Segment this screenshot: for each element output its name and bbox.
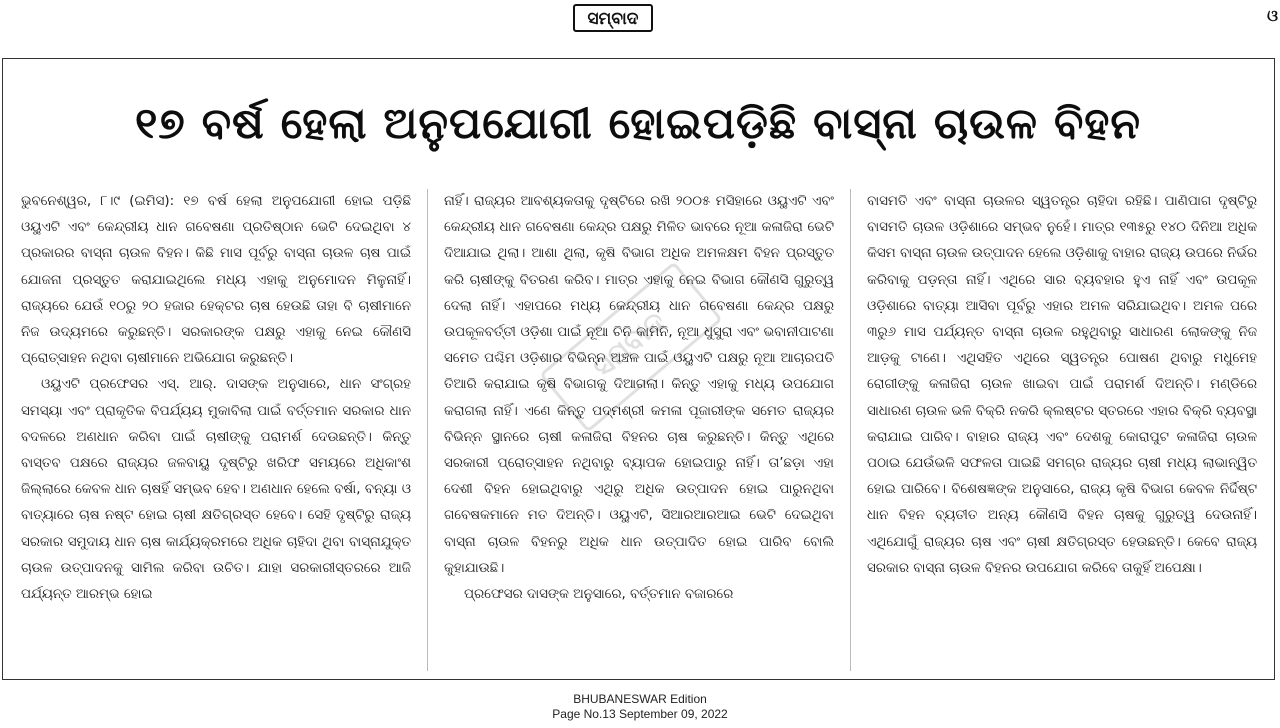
masthead [0, 0, 1280, 42]
article-column-3 [867, 189, 1257, 671]
page-info: Page No.13 September 09, 2022 [552, 707, 728, 721]
column-2-paragraph-2: ପ୍ରଫେସର ଦାସଙ୍କ ଅନୁସାରେ, ବର୍ତ୍ତମାନ ବଜାରରେ [464, 587, 734, 603]
column-2-paragraph-1: ନାହିଁ। ରାଜ୍ୟର ଆବଶ୍ୟକତାକୁ ଦୃଷ୍ଟିରେ ରଖି ୨୦୦୫ ମସିହାରେ ଓୟୁଏଟି ଏବଂ କେନ୍ଦ୍ରୀୟ ଧାନ ଗବେଷଣା କେନ୍ଦ୍ର ପକ୍ଷରୁ ମିଳିତ ଭାବରେ ନୂଆ କଳାଜିରା ଭେଟି ଦିଆଯାଇ ଥିଲା। ଆଶା ଥିଲା, କୃଷି ବିଭାଗ ଅଧିକ ଅମଳକ୍ଷମ ବିହନ ପ୍ରସ୍ତୁତ କରି ଚାଷୀଙ୍କୁ ବିତରଣ କରିବ। ମାତ୍ର ଏହାକୁ ନେଇ ବିଭାଗ କୌଣସି ଗୁରୁତ୍ୱ ଦେଲା ନାହିଁ। ଏହାପରେ ମଧ୍ୟ କେନ୍ଦ୍ରୀୟ ଧାନ ଗବେଷଣା କେନ୍ଦ୍ର ପକ୍ଷରୁ ଉପକୂଳବର୍ତ୍ତୀ ଓଡ଼ିଶା ପାଇଁ ନୂଆ ଚିନି କାମିନି, ନୂଆ ଧୁସୁରା ଏବଂ ଭବାନୀପାଟଣା ସମେତ ପଶ୍ଚିମ ଓଡ଼ିଶାର ବିଭିନ୍ନ ଅଞ୍ଚଳ ପାଇଁ ଓୟୁଏଟି ପକ୍ଷରୁ ନୂଆ ଆଚାରପତି ତିଆରି କରାଯାଇ କୃଷି ବିଭାଗକୁ ଦିଆଗଲା। କିନ୍ତୁ ଏହାକୁ ମଧ୍ୟ ଉପଯୋଗ କରାଗଲା ନାହିଁ। ଏଣେ କିନ୍ତୁ ପଦ୍ମଶ୍ରୀ କମଳା ପୂଜାରୀଙ୍କ ସମେତ ରାଜ୍ୟର ବିଭିନ୍ନ ସ୍ଥାନରେ ଚାଷୀ କଳାଜିରା ବିହନର ଚାଷ କରୁଛନ୍ତି। କିନ୍ତୁ ଏଥିରେ ସରକାରୀ ପ୍ରୋତ୍ସାହନ ନଥିବାରୁ ବ୍ୟାପକ ହୋଇପାରୁ ନାହିଁ। ତା’ଛଡ଼ା ଏହା ଦେଶୀ ବିହନ ହୋଇଥିବାରୁ ଏଥିରୁ ଅଧିକ ଉତ୍ପାଦନ ହୋଇ ପାରୁନଥିବା ଗବେଷକମାନେ ମତ ଦିଅନ୍ତି। ଓୟୁଏଟି, ସିଆରଆରଆଇ ଭେଟି ଦେଇଥିବା ବାସ୍ନା ଚାଉଳ ବିହନରୁ ଅଧିକ ଧାନ ଉତ୍ପାଦିତ ହୋଇ ପାରିବ ବୋଲି କୁହାଯାଉଛି। [444, 194, 834, 576]
column-1-paragraph-2: ଓୟୁଏଟି ପ୍ରଫେସର ଏସ୍. ଆର୍. ଦାସଙ୍କ ଅନୁସାରେ, ଧାନ ସଂଗ୍ରହ ସମସ୍ୟା ଏବଂ ପ୍ରାକୃତିକ ବିପର୍ଯ୍ୟୟ ମୁକାବିଲା ପାଇଁ ବର୍ତ୍ତମାନ ସରକାର ଧାନ ବଦଳରେ ଅଣଧାନ କରିବା ପାଇଁ ଚାଷୀଙ୍କୁ ପରାମର୍ଶ ଦେଉଛନ୍ତି। କିନ୍ତୁ ବାସ୍ତବ ପକ୍ଷରେ ରାଜ୍ୟର ଜଳବାୟୁ ଦୃଷ୍ଟିରୁ ଖରିଫ ସମୟରେ ଅଧିକାଂଶ ଜିଲ୍ଲାରେ କେବଳ ଧାନ ଚାଷହିଁ ସମ୍ଭବ ହେବ। ଅଣଧାନ ହେଲେ ବର୍ଷା, ବନ୍ୟା ଓ ବାତ୍ୟାରେ ଚାଷ ନଷ୍ଟ ହୋଇ ଚାଷୀ କ୍ଷତିଗ୍ରସ୍ତ ହେବେ। ସେହି ଦୃଷ୍ଟିରୁ ରାଜ୍ୟ ସରକାର ସମୁଦାୟ ଧାନ ଚାଷ କାର୍ଯ୍ୟକ୍ରମରେ ଅଧିକ ଚାହିଦା ଥିବା ବାସ୍ନାଯୁକ୍ତ ଚାଉଳ ଉତ୍ପାଦନକୁ ସାମିଲ କରିବା ଉଚିତ। ଯାହା ସରକାରୀସ୍ତରରେ ଆଜି ପର୍ଯ୍ୟନ୍ତ ଆରମ୍ଭ ହୋଇ [21, 377, 411, 603]
watermark-stamp: ସମ୍ବାଦ [539, 261, 723, 432]
newspaper-logo: ସମ୍ବାଦ [573, 4, 653, 32]
article-clipping [2, 58, 1275, 680]
article-column-1 [21, 189, 411, 671]
column-3-paragraph-1: ବାସମତି ଏବଂ ବାସ୍ନା ଚାଉଳର ସ୍ୱତନ୍ତ୍ର ଚାହିଦା ରହିଛି। ପାଣିପାଗ ଦୃଷ୍ଟିରୁ ବାସମତି ଚାଉଳ ଓଡ଼ିଶାରେ ସମ୍ଭବ ନୁହେଁ। ମାତ୍ର ୧୩୫ରୁ ୧୪୦ ଦିନିଆ ଅଧିକ କିସମ ବାସ୍ନା ଚାଉଳ ଉତ୍ପାଦନ ହେଲେ ଓଡ଼ିଶାକୁ ବାହାର ରାଜ୍ୟ ଉପରେ ନିର୍ଭର କରିବାକୁ ପଡ଼ନ୍ତା ନାହିଁ। ଏଥିରେ ସାର ବ୍ୟବହାର ହୁଏ ନାହିଁ ଏବଂ ଉପକୂଳ ଓଡ଼ିଶାରେ ବାତ୍ୟା ଆସିବା ପୂର୍ବରୁ ଏହାର ଅମଳ ସରିଯାଇଥିବ। ଅମଳ ପରେ ୩ରୁ୬ ମାସ ପର୍ଯ୍ୟନ୍ତ ବାସ୍ନା ଚାଉଳ ରହୁଥିବାରୁ ସାଧାରଣ ଲୋକଙ୍କୁ ନିଜ ଆଡ଼କୁ ଟାଣେ। ଏଥିସହିତ ଏଥିରେ ସ୍ୱତନ୍ତ୍ର ପୋଷଣ ଥିବାରୁ ମଧୁମେହ ରୋଗୀଙ୍କୁ କଳାଜିରା ଚାଉଳ ଖାଇବା ପାଇଁ ପରାମର୍ଶ ଦିଅନ୍ତି। ମଣ୍ଡିରେ ସାଧାରଣ ଚାଉଳ ଭଳି ବିକ୍ରି ନକରି କ୍ଲଷ୍ଟର ସ୍ତରରେ ଏହାର ବିକ୍ରି ବ୍ୟବସ୍ଥା କରାଯାଇ ପାରିବ। ବାହାର ରାଜ୍ୟ ଏବଂ ଦେଶକୁ କୋରାପୁଟ କଳାଜିରା ଚାଉଳ ପଠାଇ ଯେଉଁଭଳି ସଫଳତା ପାଇଛି ସମଗ୍ର ରାଜ୍ୟର ଚାଷୀ ମଧ୍ୟ ଲାଭାନ୍ୱିତ ହୋଇ ପାରିବେ। ବିଶେଷଜ୍ଞଙ୍କ ଅନୁସାରେ, ରାଜ୍ୟ କୃଷି ବିଭାଗ କେବଳ ନିର୍ଦ୍ଦିଷ୍ଟ ଧାନ ବିହନ ବ୍ୟତୀତ ଅନ୍ୟ କୌଣସି ବିହନ ଚାଷକୁ ଗୁରୁତ୍ୱ ଦେଉନାହିଁ। ଏଥିଯୋଗୁଁ ରାଜ୍ୟର ଚାଷ ଏବଂ ଚାଷୀ କ୍ଷତିଗ୍ରସ୍ତ ହେଉଛନ୍ତି। କେବେ ରାଜ୍ୟ ସରକାର ବାସ୍ନା ଚାଉଳ ବିହନର ଉପଯୋଗ କରିବେ ତାକୁହିଁ ଅପେକ୍ଷା। [867, 194, 1257, 576]
edition-label: BHUBANESWAR Edition [573, 692, 707, 706]
article-headline: ୧୭ ବର୍ଷ ହେଲା ଅନୁପଯୋଗୀ ହୋଇପଡ଼ିଛି ବାସ୍ନା ଚାଉଳ ବିହନ [135, 99, 1141, 149]
page-corner-mark: ଓ [1266, 6, 1278, 25]
article-column-2 [444, 189, 834, 671]
page-footer [0, 692, 1280, 728]
article-columns [21, 189, 1257, 671]
column-1-paragraph-1: ଭୁବନେଶ୍ୱର, ୮।୯ (ଇମିସ): ୧୭ ବର୍ଷ ହେଲା ଅନୁପଯୋଗୀ ହୋଇ ପଡ଼ିଛି ଓୟୁଏଟି ଏବଂ କେନ୍ଦ୍ରୀୟ ଧାନ ଗବେଷଣା ପ୍ରତିଷ୍ଠାନ ଭେଟି ଦେଇଥିବା ୪ ପ୍ରକାରର ବାସ୍ନା ଚାଉଳ ବିହନ। କିଛି ମାସ ପୂର୍ବରୁ ବାସ୍ନା ଚାଉଳ ଚାଷ ପାଇଁ ଯୋଜନା ପ୍ରସ୍ତୁତ କରାଯାଇଥିଲେ ମଧ୍ୟ ଏହାକୁ ଅନୁମୋଦନ ମିଳୁନାହିଁ। ରାଜ୍ୟରେ ଯେଉଁ ୧୦ରୁ ୨୦ ହଜାର ହେକ୍ଟର ଚାଷ ହେଉଛି ତାହା ବି ଚାଷୀମାନେ ନିଜ ଉଦ୍ୟମରେ କରୁଛନ୍ତି। ସରକାରଙ୍କ ପକ୍ଷରୁ ଏହାକୁ ନେଇ କୌଣସି ପ୍ରୋତ୍ସାହନ ନଥିବା ଚାଷୀମାନେ ଅଭିଯୋଗ କରୁଛନ୍ତି। [21, 194, 411, 367]
column-divider [427, 189, 428, 671]
column-divider [850, 189, 851, 671]
